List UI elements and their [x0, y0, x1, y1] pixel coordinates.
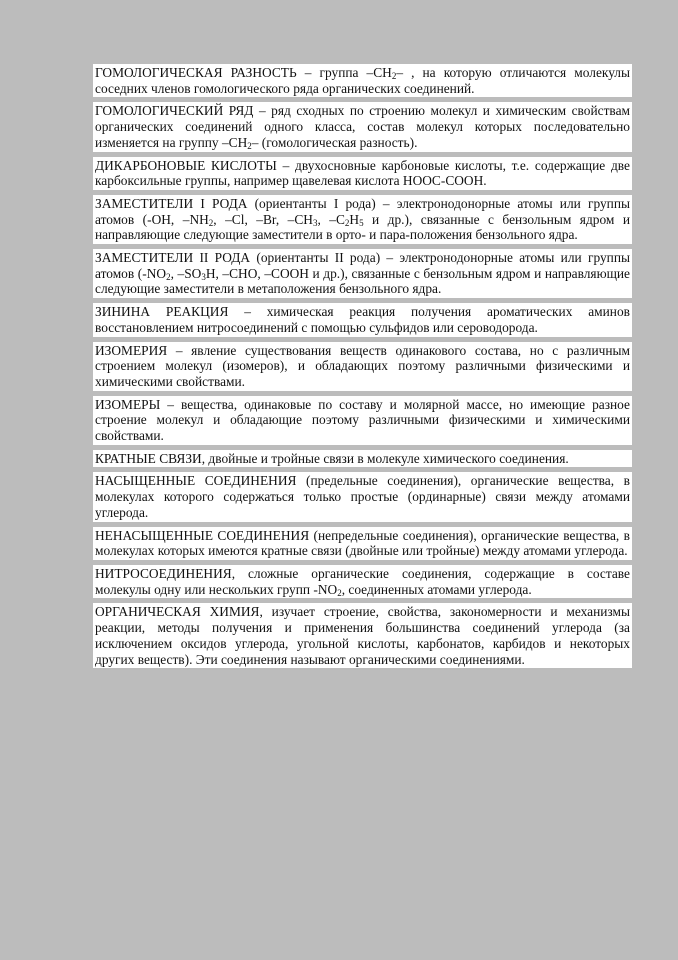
- glossary-entry: [93, 527, 632, 560]
- glossary-entry: [93, 249, 632, 298]
- entry-definition: – двухосновные карбоновые кислоты, т.е. содержащие две карбоксильные группы, например щавелевая кислота HOOC-COOH.: [95, 157, 630, 189]
- glossary-entry: [93, 303, 632, 336]
- glossary-entry: [93, 157, 632, 190]
- entry-term: ИЗОМЕРИЯ: [95, 342, 168, 358]
- entry-term: КРАТНЫЕ СВЯЗИ: [95, 450, 202, 466]
- glossary-entry: [93, 472, 632, 521]
- entry-term: НАСЫЩЕННЫЕ СОЕДИНЕНИЯ: [95, 473, 297, 489]
- entry-term: ДИКАРБОНОВЫЕ КИСЛОТЫ: [95, 157, 277, 173]
- entry-definition: (ориентанты I рода) – электронодонорные атомы или группы атомов (-OH, $-NH_2$, –Cl, –Br, $-CH_3$, $-C_2H_5$ и др.), связанные с бензольным ядром и направляющие следующие заместители в орто- и пара-положения бензольного ядра.: [95, 195, 631, 243]
- glossary-entry: [93, 195, 632, 244]
- glossary-entry: [93, 396, 632, 445]
- entry-definition: – ряд сходных по строению молекул и химическим свойствам органических соединений одного класса, состав молекул которых последовательно изменяется на группу $-CH_2-$ (гомологическая разность).: [95, 103, 630, 151]
- entry-definition: – вещества, одинаковые по составу и молярной массе, но имеющие разное строение молекул и обладающие поэтому различными физическими и химическими свойствами.: [95, 396, 630, 444]
- entry-term: ИЗОМЕРЫ: [95, 396, 161, 412]
- entry-term: НИТРОСОЕДИНЕНИЯ: [95, 565, 232, 581]
- entry-definition: (ориентанты II рода) – электронодонорные атомы или группы атомов ($-NO_2$, $-SO_3H$, –CHO, –COOH и др.), связанные с бензольным ядром и направляющие следующие заместители в метаположения бензольного ядра.: [95, 250, 630, 297]
- glossary-entry: [93, 565, 632, 598]
- entry-term: ЗАМЕСТИТЕЛИ II РОДА: [95, 250, 251, 266]
- entry-term: ОРГАНИЧЕСКАЯ ХИМИЯ: [95, 604, 260, 620]
- entry-definition: (непредельные соединения), органические вещества, в молекулах которых имеются кратные связи (двойные или тройные) между атомами углерода.: [95, 527, 630, 559]
- entry-term: НЕНАСЫЩЕННЫЕ СОЕДИНЕНИЯ: [95, 527, 310, 543]
- entry-term: ГОМОЛОГИЧЕСКИЙ РЯД: [95, 103, 254, 119]
- entry-definition: – химическая реакция получения ароматических аминов восстановлением нитросоединений с помощью сульфидов или сероводорода.: [95, 304, 630, 335]
- glossary-entry: [93, 342, 632, 391]
- entry-term: ЗАМЕСТИТЕЛИ I РОДА: [95, 195, 248, 211]
- entry-definition: – явление существования веществ одинакового состава, но с различным строением молекул (изомеров), и обладающих поэтому различными физическими и химическими свойствами.: [95, 342, 630, 389]
- entry-definition: , изучает строение, свойства, закономерности и механизмы реакции, методы получения и применения большинства соединений углерода (за исключением оксидов углерода, угольной кислоты, карбонатов, карбидов и некоторых других веществ). Эти соединения называют органическими соединениями.: [95, 604, 630, 667]
- entry-definition: , сложные органические соединения, содержащие в составе молекулы одну или нескольких групп $-NO_2$, соединенных атомами углерода.: [95, 565, 630, 598]
- entry-definition: (предельные соединения), органические вещества, в молекулах которого содержаться только простые (ординарные) связи между атомами углерода.: [95, 473, 630, 520]
- glossary-entry: [93, 603, 632, 668]
- entry-term: ГОМОЛОГИЧЕСКАЯ РАЗНОСТЬ: [95, 65, 297, 80]
- entry-term: ЗИНИНА РЕАКЦИЯ: [95, 304, 229, 320]
- glossary-entry: [93, 64, 632, 97]
- entry-definition: , двойные и тройные связи в молекуле химического соединения.: [201, 450, 569, 466]
- glossary-page: [93, 64, 632, 668]
- glossary-entry: [93, 102, 632, 151]
- entry-definition: – группа $-CH_2-$ , на которую отличаются молекулы соседних членов гомологического ряда органических соединений.: [95, 65, 630, 96]
- glossary-entry: [93, 450, 632, 468]
